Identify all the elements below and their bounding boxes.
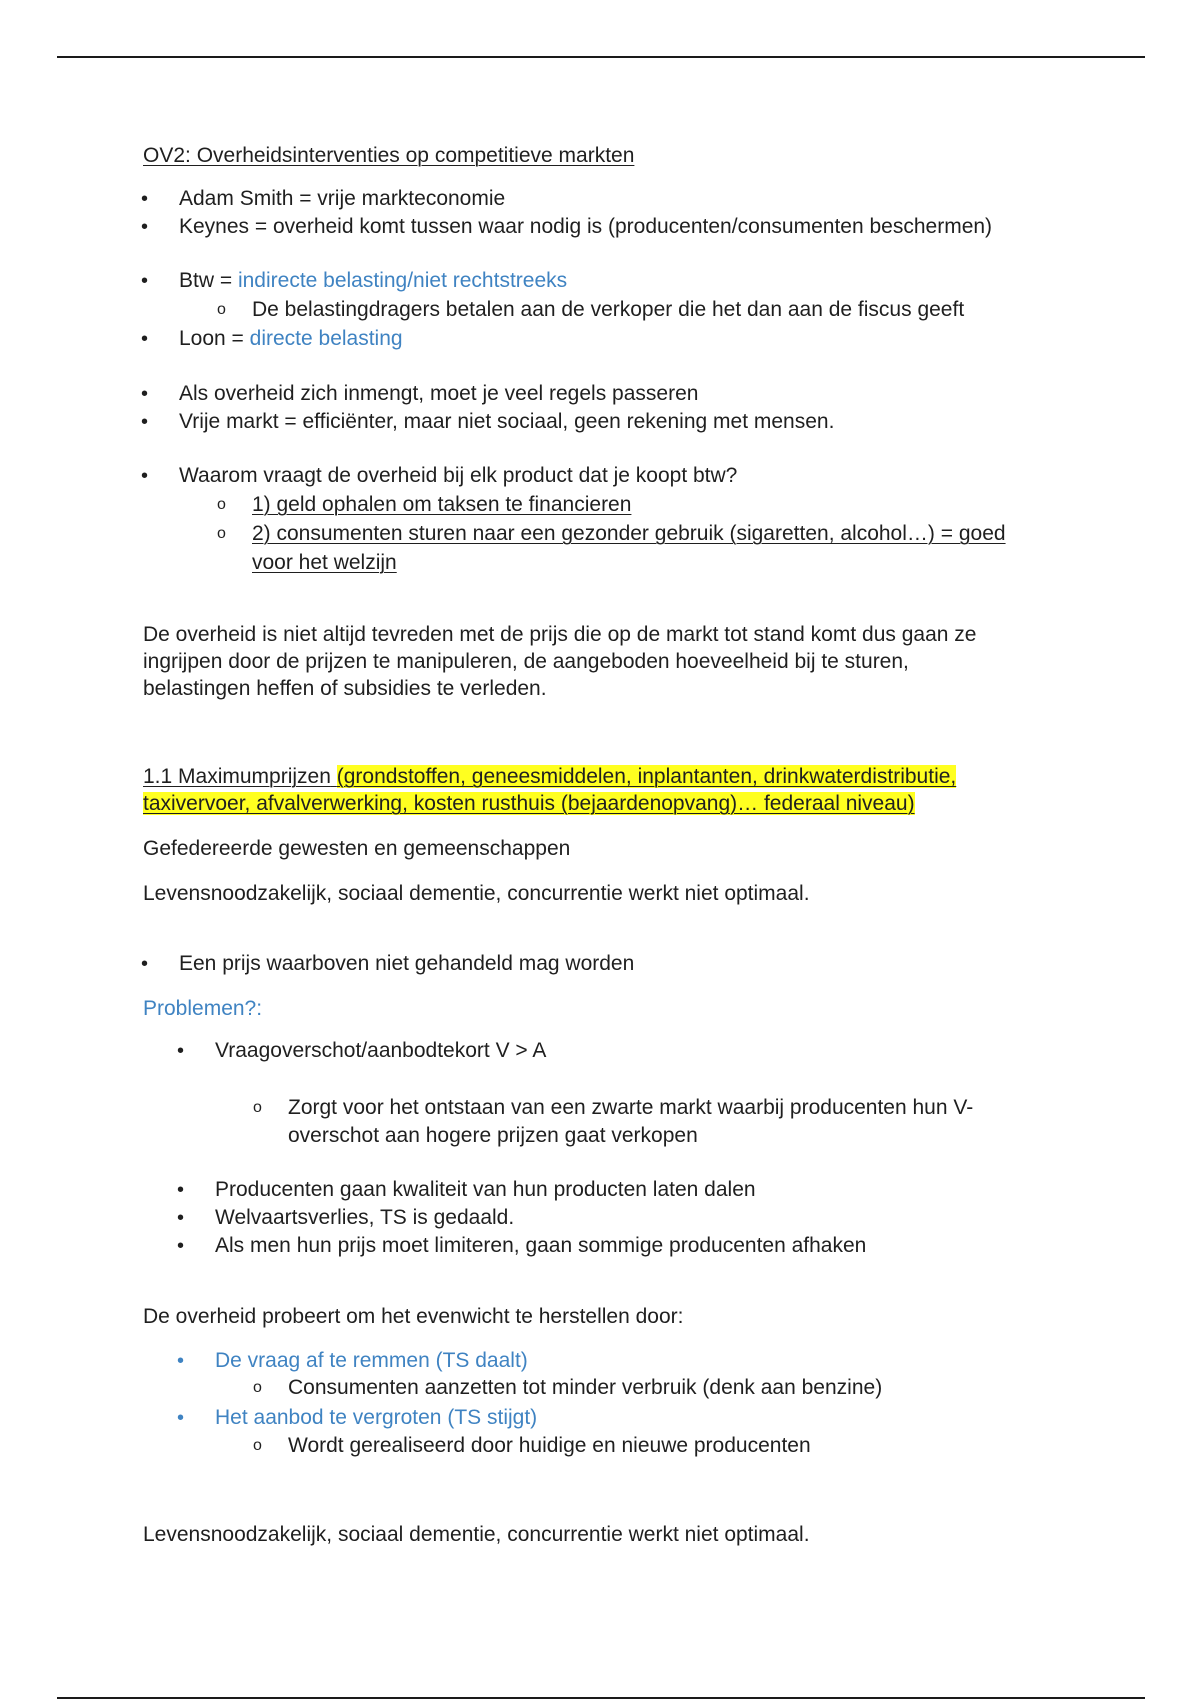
sub-list-item: Wordt gerealiseerd door huidige en nieuwe producenten	[288, 1434, 811, 1457]
sub-bullet-icon: o	[217, 496, 226, 513]
list-item-btw	[179, 268, 567, 294]
text-line: Gefedereerde gewesten en gemeenschappen	[143, 837, 571, 860]
bullet-icon: •	[177, 1235, 185, 1257]
sub-list-item-continuation: overschot aan hogere prijzen gaat verkopen	[288, 1124, 698, 1147]
bullet-icon: •	[141, 383, 149, 405]
bullet-icon: •	[141, 270, 149, 292]
sub-list-item: Zorgt voor het ontstaan van een zwarte markt waarbij producenten hun V-	[288, 1096, 974, 1119]
bullet-icon: •	[141, 953, 149, 975]
highlighted-text: taxivervoer, afvalverwerking, kosten rusthuis (bejaardenopvang)… federaal niveau)	[143, 792, 915, 815]
sub-bullet-icon: o	[253, 1379, 262, 1396]
sub-bullet-icon: o	[217, 525, 226, 542]
bullet-icon: •	[177, 1350, 185, 1372]
sub-bullet-icon: o	[253, 1437, 262, 1454]
section-heading-continuation	[143, 791, 915, 817]
list-item-question: Waarom vraagt de overheid bij elk product dat je koopt btw?	[179, 464, 738, 487]
list-item-measure: De vraag af te remmen (TS daalt)	[215, 1349, 528, 1372]
sub-list-item: Consumenten aanzetten tot minder verbruik (denk aan benzine)	[288, 1376, 883, 1399]
list-item: Vrije markt = efficiënter, maar niet sociaal, geen rekening met mensen.	[179, 410, 835, 433]
problems-label: Problemen?:	[143, 997, 263, 1020]
list-item: Keynes = overheid komt tussen waar nodig is (producenten/consumenten beschermen)	[179, 215, 993, 238]
list-item: Vraagoverschot/aanbodtekort V > A	[215, 1039, 547, 1062]
btw-label: Btw =	[179, 269, 238, 292]
bullet-icon: •	[177, 1040, 185, 1062]
sub-bullet-icon: o	[253, 1099, 262, 1116]
paragraph-line: De overheid is niet altijd tevreden met de prijs die op de markt tot stand komt dus gaan ze	[143, 623, 977, 646]
sub-list-item: 2) consumenten sturen naar een gezonder gebruik (sigaretten, alcohol…) = goed	[252, 522, 1006, 545]
sub-bullet-icon: o	[217, 301, 226, 318]
bullet-icon: •	[177, 1407, 185, 1429]
bullet-icon: •	[141, 411, 149, 433]
bullet-icon: •	[177, 1179, 185, 1201]
highlighted-text: (grondstoffen, geneesmiddelen, inplantanten, drinkwaterdistributie,	[336, 765, 957, 788]
bullet-icon: •	[177, 1207, 185, 1229]
paragraph-line: ingrijpen door de prijzen te manipuleren, de aangeboden hoeveelheid bij te sturen,	[143, 650, 909, 673]
bullet-icon: •	[141, 216, 149, 238]
list-item: Welvaartsverlies, TS is gedaald.	[215, 1206, 515, 1229]
document-title: OV2: Overheidsinterventies op competitieve markten	[143, 144, 635, 167]
section-heading-label: 1.1 Maximumprijzen	[143, 765, 331, 788]
loon-label: Loon =	[179, 327, 250, 350]
sub-list-item: 1) geld ophalen om taksen te financieren	[252, 493, 632, 516]
text-line: De overheid probeert om het evenwicht te herstellen door:	[143, 1305, 684, 1328]
bullet-icon: •	[141, 328, 149, 350]
sub-list-item-continuation: voor het welzijn	[252, 551, 397, 574]
list-item-definition: Een prijs waarboven niet gehandeld mag worden	[179, 952, 635, 975]
list-item: Als overheid zich inmengt, moet je veel regels passeren	[179, 382, 699, 405]
paragraph-line: belastingen heffen of subsidies te verleden.	[143, 677, 547, 700]
list-item: Producenten gaan kwaliteit van hun producten laten dalen	[215, 1178, 756, 1201]
bullet-icon: •	[141, 465, 149, 487]
text-line: Levensnoodzakelijk, sociaal dementie, concurrentie werkt niet optimaal.	[143, 882, 810, 905]
list-item-measure: Het aanbod te vergroten (TS stijgt)	[215, 1406, 538, 1429]
list-item: Als men hun prijs moet limiteren, gaan sommige producenten afhaken	[215, 1234, 867, 1257]
bullet-icon: •	[141, 188, 149, 210]
btw-term: indirecte belasting/niet rechtstreeks	[237, 269, 568, 292]
text-line: Levensnoodzakelijk, sociaal dementie, concurrentie werkt niet optimaal.	[143, 1523, 810, 1546]
list-item: Adam Smith = vrije markteconomie	[179, 187, 506, 210]
footer-rule	[57, 1697, 1145, 1699]
section-heading	[143, 764, 956, 790]
sub-list-item: De belastingdragers betalen aan de verkoper die het dan aan de fiscus geeft	[252, 298, 965, 321]
loon-term: directe belasting	[249, 327, 403, 350]
list-item-loon	[179, 326, 403, 352]
